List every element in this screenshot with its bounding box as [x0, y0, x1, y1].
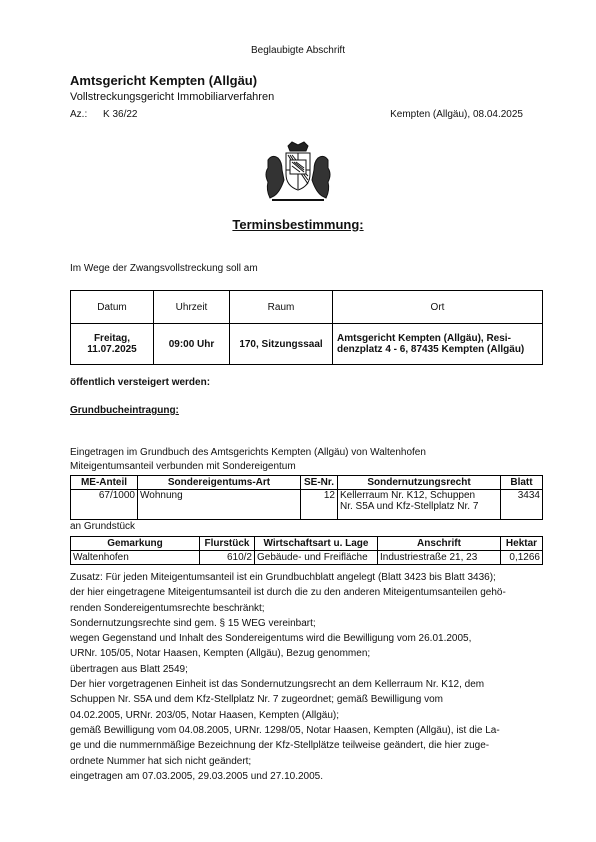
note-line: eingetragen am 07.03.2005, 29.03.2005 und 27.10.2005. [70, 770, 323, 782]
cell-usage-line1: Kellerraum Nr. K12, Schuppen [340, 490, 476, 501]
intro-text: Im Wege der Zwangsvollstreckung soll am [70, 263, 258, 274]
cell-sheet: 3434 [501, 490, 543, 520]
header-use: Wirtschaftsart u. Lage [255, 537, 378, 551]
ground-label: an Grundstück [70, 521, 136, 532]
header-sheet: Blatt [501, 476, 543, 490]
cell-address: Industriestraße 21, 23 [378, 551, 501, 565]
header-date: Datum [71, 291, 154, 324]
case-number-label: Az.: [70, 109, 88, 120]
note-line: Schuppen Nr. S5A und dem Kfz-Stellplatz Nr. 7 zugeordnet; gemäß Bewilligung vom [70, 694, 443, 706]
cell-type: Wohnung [138, 490, 301, 520]
ownership-table [70, 475, 543, 520]
note-line: renden Sondereigentumsrechte beschränkt; [70, 602, 265, 614]
table-row [71, 551, 543, 565]
note-line: Zusatz: Für jeden Miteigentumsanteil ist ein Grundbuchblatt angelegt (Blatt 3423 bis Blatt 3436); [70, 572, 496, 583]
court-department: Vollstreckungsgericht Immobiliarverfahren [70, 91, 275, 103]
header-address: Anschrift [378, 537, 501, 551]
cell-share: 67/1000 [71, 490, 138, 520]
note-line: Sondernutzungsrechte sind gem. § 15 WEG vereinbart; [70, 617, 316, 629]
note-line: ordnete Nummer hat sich nicht geändert; [70, 755, 252, 767]
cell-district: Waltenhofen [71, 551, 200, 565]
appointment-place [333, 324, 543, 365]
table-row [71, 490, 543, 520]
case-number: K 36/22 [103, 109, 138, 120]
appointment-date [71, 324, 154, 365]
land-register-heading: Grundbucheintragung: [70, 405, 179, 416]
appointment-date-value: 11.07.2025 [87, 344, 137, 355]
page-title: Terminsbestimmung: [232, 217, 364, 232]
note-line: Der hier vorgetragenen Einheit ist das Sondernutzungsrecht an dem Kellerraum Nr. K12, dem [70, 679, 485, 691]
header-place: Ort [333, 291, 543, 324]
cell-parcel: 610/2 [200, 551, 255, 565]
place-and-date: Kempten (Allgäu), 08.04.2025 [390, 109, 523, 120]
register-line-2: Miteigentumsanteil verbunden mit Sondereigentum [70, 461, 296, 472]
note-line: 04.02.2005, URNr. 203/05, Notar Haasen, Kempten (Allgäu); [70, 709, 340, 721]
header-se-nr: SE-Nr. [301, 476, 338, 490]
header-type: Sondereigentums-Art [138, 476, 301, 490]
court-name: Amtsgericht Kempten (Allgäu) [70, 73, 258, 88]
appointment-place-line1: Amtsgericht Kempten (Allgäu), Resi- [337, 333, 511, 344]
header-room: Raum [230, 291, 333, 324]
note-line: der hier eingetragene Miteigentumsanteil ist durch die zu den anderen Miteigentumsanteilen gehö- [70, 587, 506, 599]
auction-text: öffentlich versteigert werden: [70, 377, 211, 388]
register-line-1: Eingetragen im Grundbuch des Amtsgerichts Kempten (Allgäu) von Waltenhofen [70, 447, 426, 458]
cell-se-nr: 12 [301, 490, 338, 520]
certified-copy-note: Beglaubigte Abschrift [251, 45, 345, 56]
appointment-time: 09:00 Uhr [154, 324, 230, 365]
header-usage: Sondernutzungsrecht [338, 476, 501, 490]
header-share: ME-Anteil [71, 476, 138, 490]
note-line: wegen Gegenstand und Inhalt des Sondereigentums wird die Bewilligung vom 26.01.2005, [70, 633, 472, 645]
cell-hectare: 0,1266 [501, 551, 543, 565]
header-district: Gemarkung [71, 537, 200, 551]
header-time: Uhrzeit [154, 291, 230, 324]
parcel-table [70, 536, 543, 565]
header-hectare: Hektar [501, 537, 543, 551]
header-parcel: Flurstück [200, 537, 255, 551]
bavarian-coat-of-arms-icon [262, 140, 334, 204]
appointment-room: 170, Sitzungssaal [230, 324, 333, 365]
note-line: URNr. 105/05, Notar Haasen, Kempten (Allgäu), Bezug genommen; [70, 648, 371, 660]
additional-notes [70, 570, 540, 784]
appointment-weekday: Freitag, [93, 333, 131, 344]
note-line: gemäß Bewilligung vom 04.08.2005, URNr. 1298/05, Notar Haasen, Kempten (Allgäu), ist die La- [70, 724, 500, 736]
appointment-place-line2: denzplatz 4 - 6, 87435 Kempten (Allgäu) [337, 344, 525, 355]
cell-use: Gebäude- und Freifläche [255, 551, 378, 565]
cell-usage [338, 490, 501, 520]
note-line: ge und die nummernmäßige Bezeichnung der Kfz-Stellplätze teilweise geändert, die hier zuge- [70, 740, 490, 752]
appointment-table [70, 290, 543, 365]
cell-usage-line2: Nr. S5A und Kfz-Stellplatz Nr. 7 [340, 501, 479, 512]
note-line: übertragen aus Blatt 2549; [70, 663, 188, 675]
